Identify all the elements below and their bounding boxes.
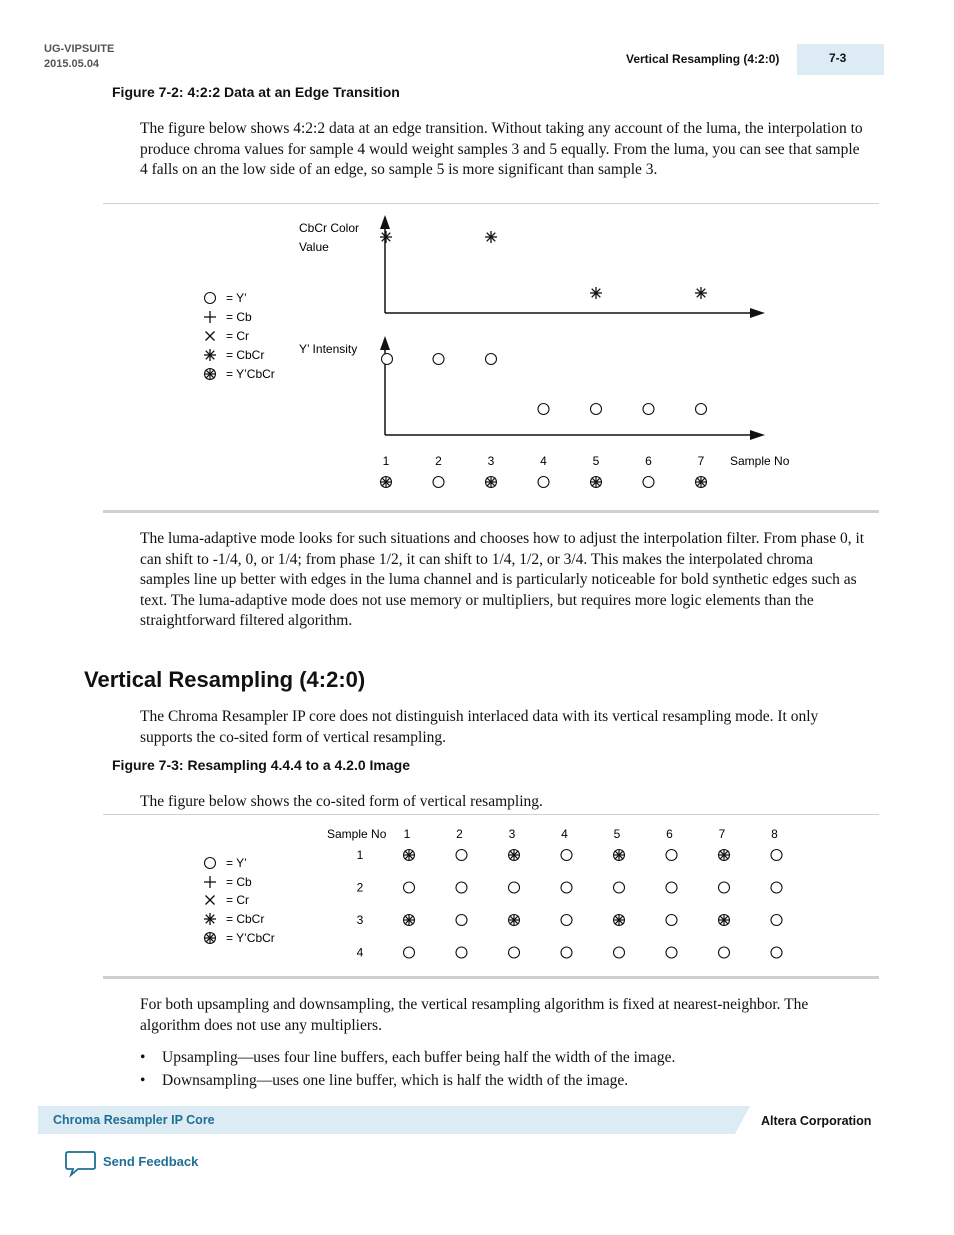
row-number-label: 2 bbox=[356, 880, 364, 895]
asterisk-icon bbox=[204, 913, 216, 925]
cross-icon bbox=[206, 896, 215, 905]
figure-7-3-caption: Figure 7-3: Resampling 4.4.4 to a 4.2.0 Image bbox=[112, 757, 410, 773]
grid-sample-mark bbox=[666, 947, 677, 958]
grid-sample-mark bbox=[718, 849, 730, 861]
grid-sample-mark bbox=[456, 850, 467, 861]
column-number-label: 7 bbox=[718, 827, 726, 841]
luma-sample-mark bbox=[433, 354, 444, 365]
figure-7-2-caption: Figure 7-2: 4:2:2 Data at an Edge Transition bbox=[112, 84, 400, 100]
grid-sample-mark bbox=[613, 914, 625, 926]
luma-sample-mark bbox=[696, 404, 707, 415]
grid-sample-mark bbox=[509, 882, 520, 893]
column-number-label: 6 bbox=[666, 827, 673, 841]
grid-sample-mark bbox=[666, 915, 677, 926]
sample-number-label: 6 bbox=[645, 454, 652, 468]
sample-number-label: 4 bbox=[540, 454, 547, 468]
running-header-title: Vertical Resampling (4:2:0) bbox=[626, 52, 780, 66]
figure-top-rule bbox=[103, 814, 879, 815]
y-axis-label: Y’ Intensity bbox=[299, 342, 358, 356]
legend-label: = Cr bbox=[226, 893, 250, 907]
legend-label: = CbCr bbox=[226, 348, 265, 362]
grid-sample-mark bbox=[404, 947, 415, 958]
edge-transition-diagram bbox=[0, 205, 954, 510]
cbcr-axis-label-2: Value bbox=[299, 240, 329, 254]
legend-label: = Y’ bbox=[226, 856, 247, 870]
cbcr-sample-mark bbox=[590, 287, 602, 299]
row-number-label: 3 bbox=[356, 913, 364, 927]
grid-sample-mark bbox=[403, 914, 415, 926]
row-number-label: 1 bbox=[356, 848, 364, 862]
cbcr-sample-mark bbox=[485, 231, 497, 243]
grid-sample-mark bbox=[456, 947, 467, 958]
doc-date-text: 2015.05.04 bbox=[44, 58, 100, 70]
luma-adaptive-paragraph: The luma-adaptive mode looks for such situations and chooses how to adjust the interpolation filter. From phase 0, it can shift to -1/4, 0, or 1/4; from phase 1/2, it can shift to 1/4, 1/2, or 3/4. This makes the interpolated chroma samples line up better with edges in the luma channel and is particularly noticeable for bold synthetic edges such as text. The luma-adaptive mode does not use memory or multipliers, but requires more logic elements than the straightforward filtered algorithm. bbox=[140, 530, 865, 630]
plus-icon bbox=[204, 876, 216, 888]
legend-label: = Cb bbox=[226, 310, 252, 324]
sample-type-mark bbox=[538, 477, 549, 488]
fig1-marks bbox=[380, 231, 707, 488]
luma-axis-arrowhead bbox=[380, 336, 390, 350]
grid-sample-mark bbox=[719, 947, 730, 958]
grid-sample-mark bbox=[666, 882, 677, 893]
column-number-label: 8 bbox=[771, 827, 778, 841]
footer-company: Altera Corporation bbox=[761, 1114, 872, 1128]
section-intro: The Chroma Resampler IP core does not distinguish interlaced data with its vertical resampling mode. It only supports the co-sited form of vertical resampling. bbox=[140, 708, 819, 746]
cbcr-axis-arrowhead-x bbox=[750, 308, 765, 318]
cbcr-axis-label: CbCr Color bbox=[299, 221, 360, 235]
column-number-label: 1 bbox=[403, 827, 411, 841]
sample-number-label: 3 bbox=[487, 454, 495, 468]
figure-bottom-rule bbox=[103, 976, 879, 979]
sample-type-mark bbox=[380, 476, 392, 488]
luma-axis-arrowhead-x bbox=[750, 430, 765, 440]
cbcr-sample-mark bbox=[380, 231, 392, 243]
nearest-neighbor-paragraph: For both upsampling and downsampling, the vertical resampling algorithm is fixed at nearest-neighbor. The algorithm does not use any multipliers. bbox=[140, 996, 809, 1034]
grid-sample-mark bbox=[771, 915, 782, 926]
luma-sample-mark bbox=[486, 354, 497, 365]
legend-label: = Y’CbCr bbox=[226, 931, 275, 945]
figure-bottom-rule bbox=[103, 510, 879, 513]
luma-sample-mark bbox=[591, 404, 602, 415]
sample-no-label: Sample No bbox=[327, 827, 387, 841]
grid-sample-mark bbox=[771, 947, 782, 958]
document-id bbox=[44, 42, 114, 72]
cross-icon bbox=[206, 332, 215, 341]
grid-sample-mark bbox=[456, 915, 467, 926]
vertical-resampling-diagram bbox=[0, 816, 954, 976]
list-item: • Upsampling—uses four line buffers, each buffer being half the width of the image. bbox=[140, 1046, 675, 1069]
sample-type-mark bbox=[695, 476, 707, 488]
grid-sample-mark bbox=[456, 882, 467, 893]
grid-sample-mark bbox=[771, 850, 782, 861]
luma-sample-mark bbox=[643, 404, 654, 415]
grid-sample-mark bbox=[666, 850, 677, 861]
column-number-label: 4 bbox=[561, 827, 568, 841]
grid-sample-mark bbox=[561, 915, 572, 926]
grid-sample-mark bbox=[718, 914, 730, 926]
grid-sample-mark bbox=[561, 850, 572, 861]
legend-figure-1 bbox=[204, 291, 275, 381]
grid-sample-mark bbox=[771, 882, 782, 893]
sample-number-label: 1 bbox=[382, 454, 390, 468]
grid-sample-mark bbox=[509, 947, 520, 958]
list-item: • Downsampling—uses one line buffer, which is half the width of the image. bbox=[140, 1069, 675, 1092]
grid-sample-mark bbox=[404, 882, 415, 893]
circle-icon bbox=[205, 293, 216, 304]
figure-7-3-intro: The figure below shows the co-sited form of vertical resampling. bbox=[140, 793, 543, 810]
circle-asterisk-icon bbox=[204, 368, 216, 380]
grid-sample-mark bbox=[613, 849, 625, 861]
sample-number-label: 7 bbox=[697, 454, 705, 468]
grid-sample-mark bbox=[508, 914, 520, 926]
cbcr-sample-mark bbox=[695, 287, 707, 299]
buffer-bullet-list bbox=[140, 1046, 675, 1092]
asterisk-icon bbox=[204, 349, 216, 361]
row-number-label: 4 bbox=[356, 945, 364, 960]
legend-label: = CbCr bbox=[226, 912, 265, 926]
grid-sample-mark bbox=[561, 882, 572, 893]
figure-top-rule bbox=[103, 203, 879, 204]
feedback-icon[interactable] bbox=[65, 1150, 97, 1178]
section-heading: Vertical Resampling (4:2:0) bbox=[84, 667, 366, 692]
grid-sample-mark bbox=[614, 882, 625, 893]
column-number-label: 3 bbox=[508, 827, 516, 841]
doc-id-text: UG-VIPSUITE bbox=[44, 43, 115, 55]
legend-figure-2 bbox=[204, 856, 275, 945]
sample-type-mark bbox=[643, 477, 654, 488]
grid-sample-mark bbox=[561, 947, 572, 958]
luma-sample-mark bbox=[538, 404, 549, 415]
legend-label: = Y’CbCr bbox=[226, 367, 275, 381]
sample-type-mark bbox=[485, 476, 497, 488]
circle-icon bbox=[205, 858, 216, 869]
footer-product-name: Chroma Resampler IP Core bbox=[53, 1113, 215, 1127]
grid-sample-mark bbox=[403, 849, 415, 861]
legend-label: = Cr bbox=[226, 329, 250, 343]
send-feedback-link[interactable]: Send Feedback bbox=[103, 1154, 199, 1169]
sample-number-label: 2 bbox=[435, 454, 442, 468]
circle-asterisk-icon bbox=[204, 932, 216, 944]
plus-icon bbox=[204, 311, 216, 323]
fig2-marks bbox=[357, 827, 782, 960]
grid-sample-mark bbox=[614, 947, 625, 958]
legend-label: = Cb bbox=[226, 875, 252, 889]
cbcr-axis-arrowhead bbox=[380, 215, 390, 229]
grid-sample-mark bbox=[719, 882, 730, 893]
x-axis-label: Sample No bbox=[730, 454, 790, 468]
legend-label: = Y’ bbox=[226, 291, 247, 305]
figure-7-2-intro: The figure below shows 4:2:2 data at an edge transition. Without taking any account of the luma, the interpolation to produce chroma values for sample 4 would weight samples 3 and 5 equally. From the luma, you can see that sample 4 falls on an the low side of an edge, so sample 5 is more significant than sample 3. bbox=[140, 120, 863, 179]
column-number-label: 2 bbox=[456, 827, 463, 841]
grid-sample-mark bbox=[508, 849, 520, 861]
column-number-label: 5 bbox=[613, 827, 621, 841]
page-number: 7-3 bbox=[829, 51, 847, 65]
sample-number-label: 5 bbox=[592, 454, 600, 468]
sample-type-mark bbox=[433, 477, 444, 488]
luma-sample-mark bbox=[382, 354, 393, 365]
sample-type-mark bbox=[590, 476, 602, 488]
